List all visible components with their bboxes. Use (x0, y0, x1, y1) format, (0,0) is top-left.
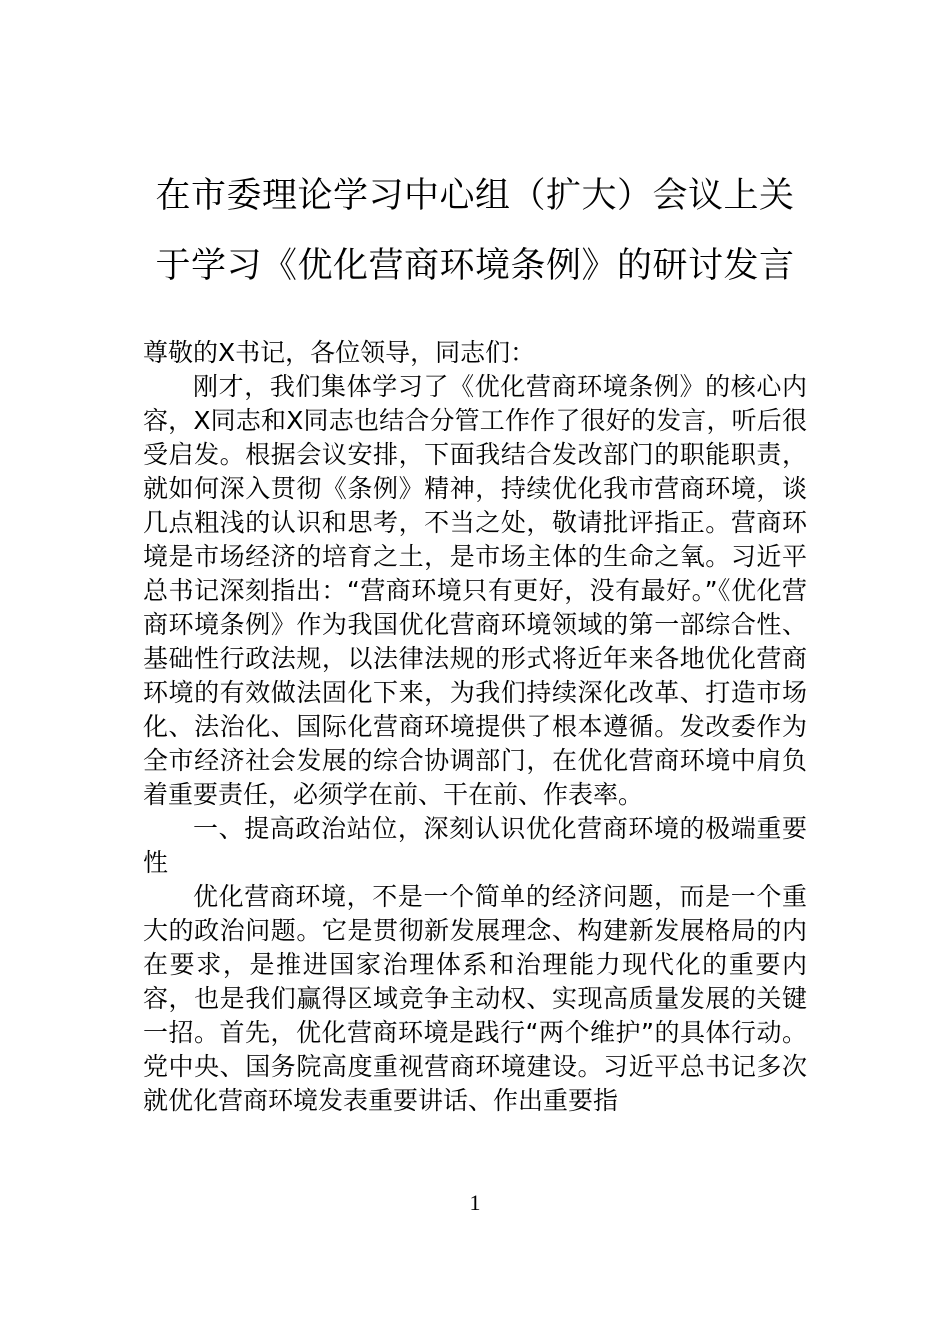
document-body (143, 336, 807, 1118)
page-number: 1 (469, 1190, 481, 1215)
salutation: 尊敬的X书记，各位领导，同志们： (143, 338, 536, 367)
document-title-line-1: 在市委理论学习中心组（扩大）会议上关 (155, 176, 795, 216)
paragraph-opening: 刚才，我们集体学习了《优化营商环境条例》的核心内容，X同志和X同志也结合分管工作作了很好的发言，听后很受启发。根据会议安排，下面我结合发改部门的职能职责，就如何深入贯彻《条例》精神，持续优化我市营商环境，谈几点粗浅的认识和思考，不当之处，敬请批评指正。营商环境是市场经济的培育之土，是市场主体的生命之氧。习近平总书记深刻指出：“营商环境只有更好，没有最好。”《优化营商环境条例》作为我国优化营商环境领域的第一部综合性、基础性行政法规，以法律法规的形式将近年来各地优化营商环境的有效做法固化下来，为我们持续深化改革、打造市场化、法治化、国际化营商环境提供了根本遵循。发改委作为全市经济社会发展的综合协调部门，在优化营商环境中肩负着重要责任，必须学在前、干在前、作表率。 (143, 372, 807, 809)
paragraph-section-1: 优化营商环境，不是一个简单的经济问题，而是一个重大的政治问题。它是贯彻新发展理念、构建新发展格局的内在要求，是推进国家治理体系和治理能力现代化的重要内容，也是我们赢得区域竞争主动权、实现高质量发展的关键一招。首先，优化营商环境是践行“两个维护”的具体行动。党中央、国务院高度重视营商环境建设。习近平总书记多次就优化营商环境发表重要讲话、作出重要指 (143, 882, 807, 1115)
document-title-line-2: 于学习《优化营商环境条例》的研讨发言 (155, 246, 795, 286)
section-heading-1: 一、提高政治站位，深刻认识优化营商环境的极端重要性 (143, 814, 807, 877)
